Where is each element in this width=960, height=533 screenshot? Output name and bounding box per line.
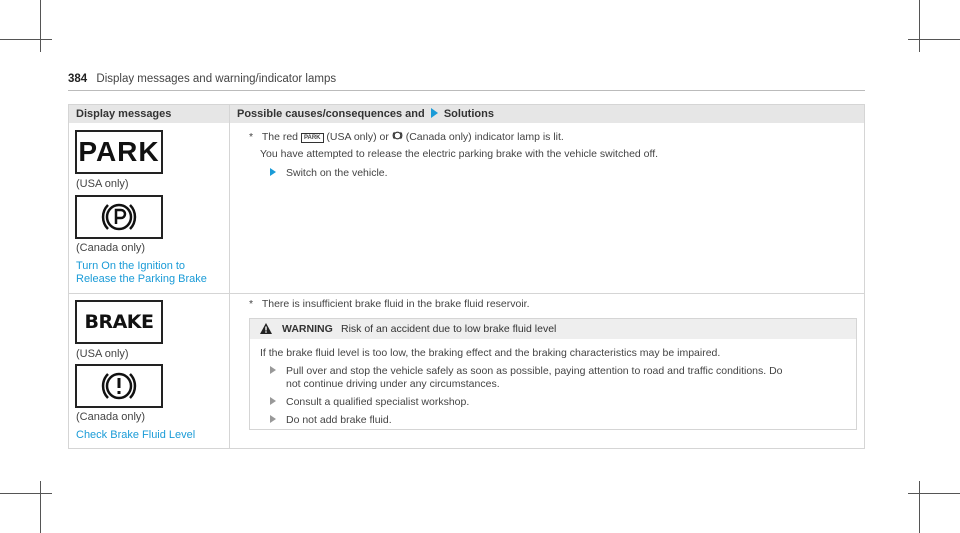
warning-box	[249, 318, 857, 430]
crop-mark	[919, 0, 920, 52]
solution-item	[270, 167, 388, 180]
brake-warning-circle-icon	[75, 364, 163, 408]
usa-only-note: (USA only)	[76, 348, 129, 360]
crop-mark	[908, 493, 960, 494]
brake-warning-circle-glyph	[99, 366, 139, 406]
warning-triangle-icon	[260, 323, 272, 334]
crop-mark	[40, 481, 41, 533]
warning-title: WARNING	[282, 323, 333, 335]
park-lamp-icon	[75, 130, 163, 174]
cause-suffix: (Canada only) indicator lamp is lit.	[405, 131, 564, 143]
arrow-right-icon	[431, 108, 438, 118]
header-rule	[68, 90, 865, 91]
warning-action-text: Do not add brake fluid.	[286, 414, 392, 426]
warning-detail: If the brake fluid level is too low, the braking effect and the braking characteristics may be impaired.	[260, 347, 721, 359]
cause-prefix: The red	[261, 131, 299, 143]
col-header-causes-text: Possible causes/consequences and	[237, 108, 425, 120]
table-header	[69, 105, 864, 123]
parking-brake-circle-icon	[75, 195, 163, 239]
parking-brake-circle-icon	[392, 130, 403, 141]
warning-header	[250, 319, 856, 339]
crop-mark	[0, 493, 52, 494]
warning-action-continued: not continue driving under any circumstances.	[286, 378, 500, 390]
page-number: 384	[68, 73, 88, 85]
warning-action-text: Pull over and stop the vehicle safely as soon as possible, paying attention to road and traffic conditions. Do	[286, 365, 783, 377]
col-header-causes	[237, 108, 494, 120]
brake-lamp-label: BRAKE	[84, 311, 154, 333]
warning-action	[270, 396, 469, 409]
warning-action	[270, 365, 783, 378]
warning-action	[270, 414, 392, 427]
crop-mark	[908, 39, 960, 40]
park-lamp-icon: PARK	[301, 133, 324, 143]
arrow-right-icon	[270, 168, 276, 176]
arrow-right-icon	[270, 397, 276, 405]
cause-row-2	[249, 298, 530, 311]
canada-only-note: (Canada only)	[76, 242, 146, 254]
column-divider	[229, 105, 230, 448]
col-header-display-messages: Display messages	[76, 108, 172, 120]
solution-text: Switch on the vehicle.	[286, 167, 388, 179]
col-header-solutions-text: Solutions	[443, 108, 494, 120]
row-divider	[69, 293, 864, 294]
cause-detail: You have attempted to release the electric parking brake with the vehicle switched off.	[260, 148, 659, 160]
cause-text: There is insufficient brake fluid in the brake fluid reservoir.	[261, 298, 530, 310]
warning-text: Risk of an accident due to low brake fluid level	[341, 323, 557, 335]
message-line-1: Turn On the Ignition to	[76, 260, 186, 272]
park-lamp-label: PARK	[78, 136, 160, 167]
page-header	[68, 73, 336, 85]
canada-only-note: (Canada only)	[76, 411, 146, 423]
arrow-right-icon	[270, 415, 276, 423]
cause-row-1	[249, 130, 564, 144]
brake-lamp-icon	[75, 300, 163, 344]
arrow-right-icon	[270, 366, 276, 374]
warning-action-text: Consult a qualified specialist workshop.	[286, 396, 470, 408]
cause-star: *	[249, 298, 254, 310]
page-title: Display messages and warning/indicator lamps	[96, 73, 337, 85]
crop-mark	[0, 39, 52, 40]
messages-table	[68, 104, 865, 449]
cause-mid: (USA only) or	[326, 131, 389, 143]
message-turn-on-ignition	[76, 260, 207, 286]
message-check-brake-fluid: Check Brake Fluid Level	[76, 429, 196, 441]
parking-brake-circle-glyph	[99, 197, 139, 237]
crop-mark	[919, 481, 920, 533]
cause-star: *	[249, 131, 254, 143]
message-line-2: Release the Parking Brake	[76, 273, 207, 285]
usa-only-note: (USA only)	[76, 178, 129, 190]
crop-mark	[40, 0, 41, 52]
